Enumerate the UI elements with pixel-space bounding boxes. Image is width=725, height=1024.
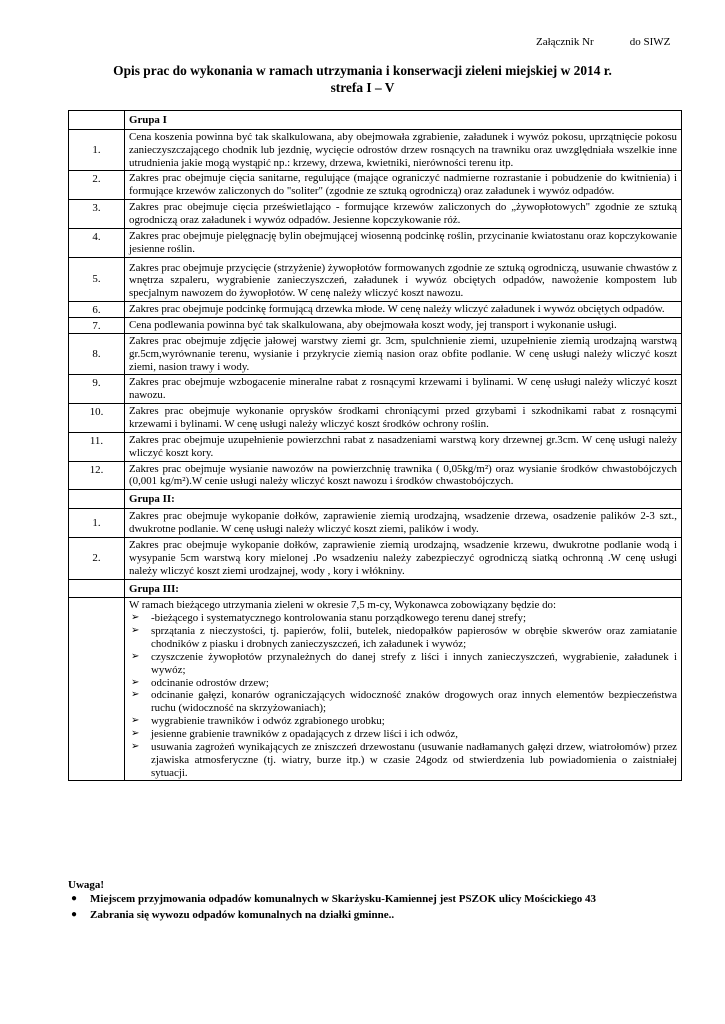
row-number: 1. <box>69 129 125 171</box>
group-1-title: Grupa I <box>125 111 682 130</box>
row-description: Zakres prac obejmuje wykonanie oprysków środkami chroniącymi przed grzybami i szkodnikami rabat z rosnącymi krzewami i bylinami. W cenę usługi należy wliczyć koszt środków ochrony roślin. <box>125 404 682 433</box>
group-3-duties <box>125 598 682 781</box>
arrow-bullet-icon: ➢ <box>131 612 140 624</box>
arrow-bullet-icon: ➢ <box>131 625 140 637</box>
row-description: Zakres prac obejmuje cięcia prześwietlająco - formujące krzewów zaliczonych do „żywopłotowych" zgodnie ze sztuką ogrodniczą oraz załadunek i wywóz odpadów. Jesienne kopczykowanie róż. <box>125 200 682 229</box>
notes-list <box>68 893 708 922</box>
row-number: 2. <box>69 537 125 579</box>
row-number: 5. <box>69 257 125 302</box>
row-description: Zakres prac obejmuje wykopanie dołków, zaprawienie ziemią urodzajną, wsadzenie drzewa, osadzenie palików 2-3 szt., dwukrotne podlanie. W cenę usługi należy wliczyć koszt ziemi, palików i wody. <box>125 509 682 538</box>
group-header-row <box>69 579 682 598</box>
list-item: ➢ wygrabienie trawników i odwóz zgrabionego urobku; <box>131 715 385 728</box>
row-number: 1. <box>69 509 125 538</box>
table-row <box>69 302 682 318</box>
row-number: 8. <box>69 333 125 375</box>
arrow-bullet-icon: ➢ <box>131 727 140 739</box>
list-item: ➢ odcinanie odrostów drzew; <box>131 676 269 689</box>
group-2-title: Grupa II: <box>125 490 682 509</box>
list-item: ➢ odcinanie gałęzi, konarów ograniczających widoczność znaków drogowych oraz innych elementów bezpieczeństwa ruchu (widoczność na skrzyżowaniach); <box>131 689 677 715</box>
works-table-body <box>69 111 682 781</box>
table-row <box>69 404 682 433</box>
group-3-title: Grupa III: <box>125 579 682 598</box>
table-row <box>69 598 682 781</box>
arrow-bullet-icon: ➢ <box>131 689 140 701</box>
arrow-bullet-icon: ➢ <box>131 740 140 752</box>
list-item: ➢ czyszczenie żywopłotów przynależnych do danej strefy z liści i innych zanieczyszczeń, wygrabienie, załadunek i wywóz; <box>131 650 677 676</box>
table-row <box>69 375 682 404</box>
row-description: Zakres prac obejmuje wzbogacenie mineralne rabat z rosnącymi krzewami i bylinami. W cenę usługi należy wliczyć koszt nawozu. <box>125 375 682 404</box>
row-description: Zakres prac obejmuje uzupełnienie powierzchni rabat z nasadzeniami warstwą kory drzewnej gr.3cm. W cenę usługi należy wliczyć koszt kory. <box>125 432 682 461</box>
title-line-2: strefa I – V <box>330 79 395 95</box>
list-item: ➢ -bieżącego i systematycznego kontrolowania stanu porządkowego terenu danej strefy; <box>131 612 526 625</box>
row-number: 10. <box>69 404 125 433</box>
attachment-label: Załącznik Nr <box>536 36 594 48</box>
attachment-header <box>536 36 670 49</box>
siwz-label: do SIWZ <box>629 36 671 48</box>
works-table <box>68 110 682 781</box>
row-description: Cena podlewania powinna być tak skalkulowana, aby obejmowała koszt wody, jej transport i wykonanie usługi. <box>125 318 682 334</box>
bullet-icon: ● <box>71 908 78 920</box>
group-header-row <box>69 490 682 509</box>
table-row <box>69 318 682 334</box>
table-row <box>69 129 682 171</box>
row-description: Zakres prac obejmuje wysianie nawozów na powierzchnię trawnika ( 0,05kg/m²) oraz wysianie środków chwastobójczych (0,001 kg/m²).W cenie usługi należy wliczyć koszt nawozu i środków chwastobójczych. <box>125 461 682 490</box>
row-description: Zakres prac obejmuje pielęgnację bylin obejmującej wiosenną podcinkę roślin, przycinanie kwiatostanu oraz kopczykowanie jesienne roślin. <box>125 228 682 257</box>
row-number: 7. <box>69 318 125 334</box>
bullet-icon: ● <box>71 892 78 904</box>
arrow-bullet-icon: ➢ <box>131 650 140 662</box>
title-line-1: Opis prac do wykonania w ramach utrzymania i konserwacji zieleni miejskiej w 2014 r. <box>113 63 612 78</box>
row-number: 12. <box>69 461 125 490</box>
notes-title: Uwaga! <box>68 879 105 891</box>
row-number: 3. <box>69 200 125 229</box>
table-row <box>69 333 682 375</box>
table-row <box>69 537 682 579</box>
table-row <box>69 461 682 490</box>
row-description: Zakres prac obejmuje cięcia sanitarne, regulujące (mające ograniczyć nadmierne rozrastanie i pobudzenie do kwitnienia) i formujące krzewów zaliczonych do "soliter" (zgodnie ze sztuką ogrodniczą) oraz załadunek i wywóz odpadów. <box>125 171 682 200</box>
row-description: Zakres prac obejmuje podcinkę formującą drzewka młode. W cenę należy wliczyć załadunek i wywóz obciętych odpadów. <box>125 302 682 318</box>
table-row <box>69 257 682 302</box>
list-item: ● Zabrania się wywozu odpadów komunalnych na działki gminne.. <box>71 908 395 921</box>
row-description: Cena koszenia powinna być tak skalkulowana, aby obejmowała zgrabienie, załadunek i wywóz pokosu, uprzątnięcie pokosu zanieczyszczającego chodnik lub jezdnię, wycięcie odrostów drzew rosnących na trawniku oraz uwzględniała wszelkie inne utrudnienia jakie mogą wystąpić np.: krzewy, drzewa, kwietniki, nierówności terenu itp. <box>125 129 682 171</box>
notes-section <box>68 879 708 925</box>
row-number: 6. <box>69 302 125 318</box>
table-row <box>69 171 682 200</box>
table-row <box>69 509 682 538</box>
row-description: Zakres prac obejmuje wykopanie dołków, zaprawienie ziemią urodzajną, wsadzenie krzewu, dwukrotne podlanie wodą i wysypanie 5cm warstwą kory mielonej .Po wsadzeniu należy zabezpieczyć ogrodniczą siatką ochronną .W cenę usługi należy wliczyć koszt ziemi urodzajnej, wody , kory i włókniny. <box>125 537 682 579</box>
row-number: 11. <box>69 432 125 461</box>
list-item: ● Miejscem przyjmowania odpadów komunalnych w Skarżysku-Kamiennej jest PSZOK ulicy Mościckiego 43 <box>71 892 596 905</box>
list-item: ➢ jesienne grabienie trawników z opadających z drzew liści i ich odwóz, <box>131 727 458 740</box>
table-row <box>69 200 682 229</box>
row-number: 9. <box>69 375 125 404</box>
table-row <box>69 432 682 461</box>
row-description: Zakres prac obejmuje zdjęcie jałowej warstwy ziemi gr. 3cm, spulchnienie ziemi, uzupełnienie ziemią urodzajną warstwą gr.5cm,wyrównanie terenu, wysianie i przykrycie ziemią nasion oraz obfite podlanie. W cenę usługi należy wliczyć koszt ziemi, nasion trawy i wody. <box>125 333 682 375</box>
row-number: 2. <box>69 171 125 200</box>
list-item: ➢ sprzątania z nieczystości, tj. papierów, folii, butelek, niedopałków papierosów w obrębie skwerów oraz zamiatanie chodników z piasku i drobnych zanieczyszczeń, ich załadunek i wywóz; <box>131 625 677 650</box>
page-title <box>60 63 665 97</box>
row-description: Zakres prac obejmuje przycięcie (strzyżenie) żywopłotów formowanych zgodnie ze sztuką ogrodniczą, usuwanie chwastów z wnętrza szpaleru, wygrabienie zanieczyszczeń, załadunek i wywóz obciętych odpadów, nawożenie kompostem lub specjalnym nawozem do żywopłotów. W cenę należy wliczyć koszt nawozu. <box>125 257 682 302</box>
group-header-row <box>69 111 682 130</box>
list-item: ➢ usuwania zagrożeń wynikających ze zniszczeń drzewostanu (usuwanie nadłamanych gałęzi drzew, wiatrołomów) przez zjawiska atmosferyczne (tj. wiatry, burze itp.) w czasie 24godz od stwierdzenia lub powiadomienia o zaistniałej sytuacji. <box>131 740 677 779</box>
group-3-intro: W ramach bieżącego utrzymania zieleni w okresie 7,5 m-cy, Wykonawca zobowiązany będzie do: <box>129 599 557 612</box>
arrow-bullet-icon: ➢ <box>131 715 140 727</box>
table-row <box>69 228 682 257</box>
row-number: 4. <box>69 228 125 257</box>
duties-list <box>129 612 677 779</box>
arrow-bullet-icon: ➢ <box>131 676 140 688</box>
